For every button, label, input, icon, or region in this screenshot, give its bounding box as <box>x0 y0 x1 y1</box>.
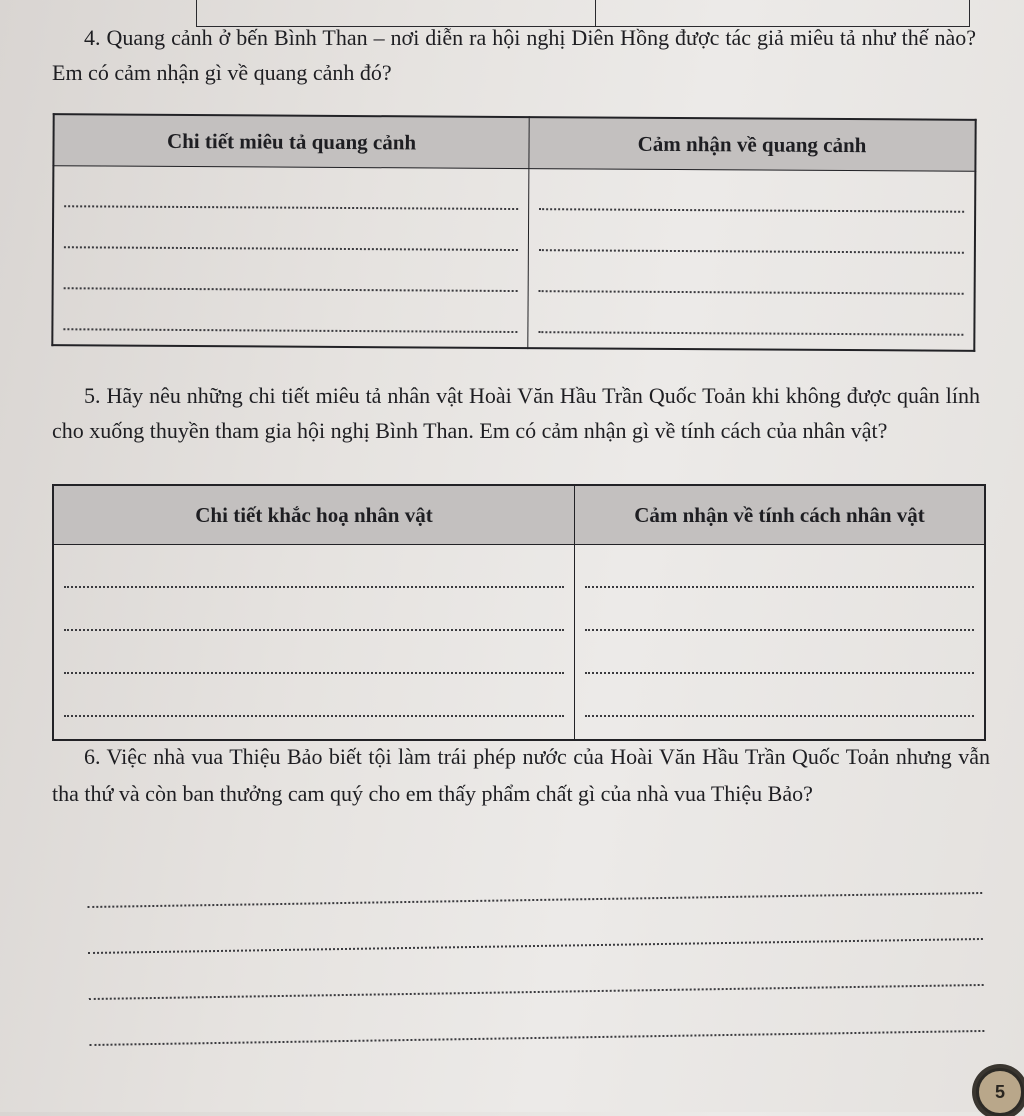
dotted-answer-line <box>539 210 964 254</box>
dotted-answer-line <box>585 674 974 717</box>
dotted-answer-line <box>585 588 974 631</box>
table-header-row <box>53 485 985 545</box>
dotted-answer-line <box>64 207 518 251</box>
answer-area-q6[interactable] <box>87 848 985 1046</box>
answer-cell-right[interactable] <box>575 545 986 741</box>
dotted-answer-line <box>64 631 564 674</box>
dotted-answer-line <box>539 169 964 213</box>
table-q4 <box>51 113 976 352</box>
header-scene-details: Chi tiết miêu tả quang cảnh <box>53 114 529 168</box>
question-4: 4. Quang cảnh ở bến Bình Than – nơi diễn ra hội nghị Diên Hồng được tác giả miêu tả như thế nào? Em có cảm nhận gì về quang cảnh đó? <box>52 25 976 85</box>
dotted-answer-line <box>538 292 963 336</box>
page-number-badge <box>976 1068 1024 1116</box>
page-number: 5 <box>994 1081 1005 1102</box>
dotted-answer-line <box>539 251 964 295</box>
answer-cell-right[interactable] <box>528 169 976 351</box>
header-scene-feelings: Cảm nhận về quang cảnh <box>529 117 976 171</box>
dotted-answer-line <box>64 588 564 631</box>
header-character-feelings: Cảm nhận về tính cách nhân vật <box>575 485 986 545</box>
dotted-answer-line <box>64 166 518 210</box>
dotted-answer-line <box>64 674 564 717</box>
table-q5 <box>52 484 986 741</box>
answer-cell-left[interactable] <box>52 166 529 348</box>
question-5: 5. Hãy nêu những chi tiết miêu tả nhân vật Hoài Văn Hầu Trần Quốc Toản khi không được quân lính cho xuống thuyền tham gia hội nghị Bình Than. Em có cảm nhận gì về tính cách của nhân vật? <box>52 383 980 443</box>
answer-cell-left[interactable] <box>53 545 575 741</box>
dotted-answer-line <box>64 545 564 588</box>
table-answer-row <box>52 166 975 351</box>
table-header-row <box>53 114 975 171</box>
dotted-answer-line <box>63 289 517 333</box>
dotted-answer-line <box>64 248 518 292</box>
table-answer-row <box>53 545 985 741</box>
dotted-answer-line <box>585 545 974 588</box>
question-6: 6. Việc nhà vua Thiệu Bảo biết tội làm trái phép nước của Hoài Văn Hầu Trần Quốc Toản nhưng vẫn tha thứ và còn ban thưởng cam quý cho em thấy phẩm chất gì của nhà vua Thiệu Bảo? <box>52 744 990 806</box>
dotted-answer-line <box>585 631 974 674</box>
header-character-details: Chi tiết khắc hoạ nhân vật <box>53 485 575 545</box>
